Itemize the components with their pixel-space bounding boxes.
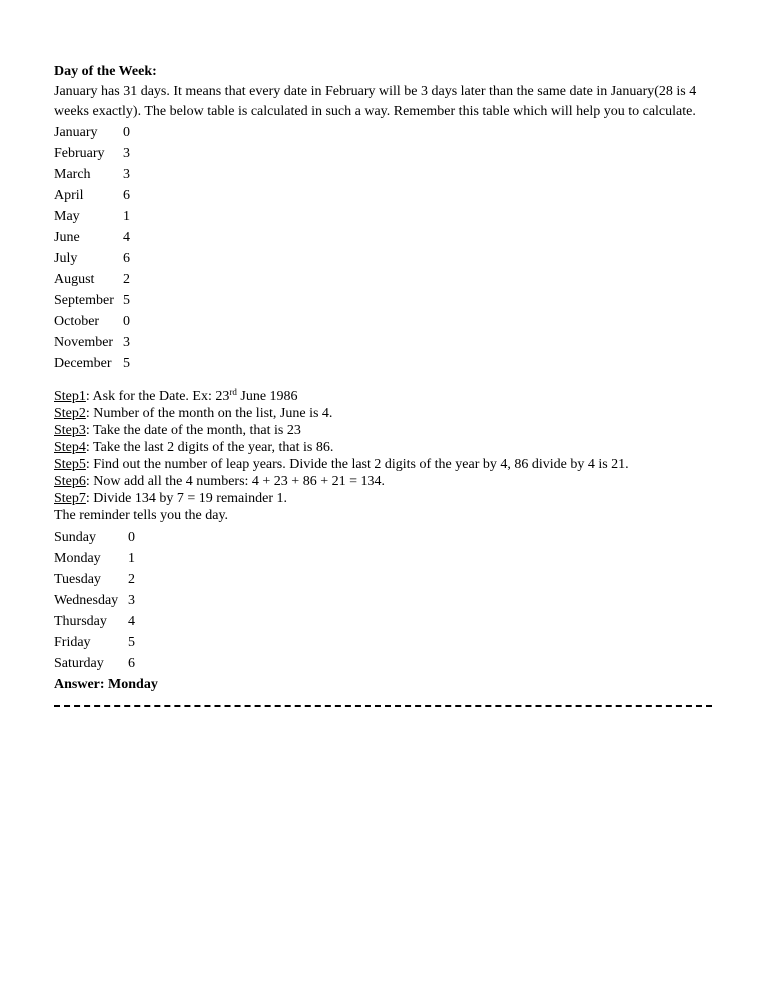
reminder-text: The reminder tells you the day. — [54, 508, 229, 523]
month-value: 6 — [123, 251, 130, 266]
month-value: 4 — [123, 230, 130, 245]
day-value: 0 — [128, 530, 135, 545]
day-value: 4 — [128, 614, 135, 629]
day-row — [54, 611, 714, 632]
answer-text: Answer: Monday — [54, 677, 158, 692]
day-value: 5 — [128, 635, 135, 650]
month-name: August — [54, 272, 95, 287]
month-value: 3 — [123, 335, 130, 350]
steps-list — [54, 388, 714, 507]
month-row — [54, 164, 714, 185]
day-row — [54, 569, 714, 590]
month-name: January — [54, 125, 98, 140]
month-value: 3 — [123, 167, 130, 182]
month-name: March — [54, 167, 91, 182]
month-code-table — [54, 122, 714, 374]
step-line — [54, 473, 714, 490]
dashed-divider — [54, 705, 712, 707]
month-value: 3 — [123, 146, 130, 161]
day-name: Friday — [54, 635, 91, 650]
day-value: 1 — [128, 551, 135, 566]
day-name: Tuesday — [54, 572, 101, 587]
day-value: 2 — [128, 572, 135, 587]
month-name: May — [54, 209, 80, 224]
intro-paragraph: January has 31 days. It means that every date in February will be 3 days later than the same date in January(28 is 4 weeks exactly). The below table is calculated in such a way. Remember this table which will help you to calculate. — [54, 84, 697, 119]
step-text: : Find out the number of leap years. Divide the last 2 digits of the year by 4, 86 divide by 4 is 21. — [85, 457, 629, 472]
month-row — [54, 227, 714, 248]
day-name: Sunday — [54, 530, 96, 545]
day-row — [54, 548, 714, 569]
month-name: July — [54, 251, 78, 266]
month-row — [54, 143, 714, 164]
step-label: Step1 — [54, 389, 86, 404]
month-name: December — [54, 356, 112, 371]
month-value: 0 — [123, 314, 130, 329]
month-row — [54, 353, 714, 374]
month-name: September — [54, 293, 114, 308]
day-name: Saturday — [54, 656, 104, 671]
step-text: : Ask for the Date. Ex: 23 — [85, 389, 230, 404]
month-value: 5 — [123, 293, 130, 308]
step-text: : Now add all the 4 numbers: 4 + 23 + 86 + 21 = 134. — [85, 474, 385, 489]
month-row — [54, 269, 714, 290]
month-name: February — [54, 146, 105, 161]
step-line — [54, 490, 714, 507]
month-name: April — [54, 188, 84, 203]
step-label: Step7 — [54, 491, 86, 506]
day-row — [54, 653, 714, 674]
month-value: 5 — [123, 356, 130, 371]
step-text-suffix: June 1986 — [236, 389, 298, 404]
day-code-table — [54, 527, 714, 674]
day-row — [54, 527, 714, 548]
step-line — [54, 388, 714, 405]
step-line — [54, 422, 714, 439]
step-label: Step2 — [54, 406, 86, 421]
month-value: 6 — [123, 188, 130, 203]
step-label: Step4 — [54, 440, 86, 455]
day-row — [54, 590, 714, 611]
month-row — [54, 311, 714, 332]
day-name: Thursday — [54, 614, 107, 629]
month-row — [54, 122, 714, 143]
step-text: : Divide 134 by 7 = 19 remainder 1. — [85, 491, 288, 506]
day-row — [54, 632, 714, 653]
month-row — [54, 185, 714, 206]
step-label: Step5 — [54, 457, 86, 472]
month-name: November — [54, 335, 114, 350]
month-row — [54, 206, 714, 227]
month-row — [54, 332, 714, 353]
step-text: : Take the date of the month, that is 23 — [85, 423, 301, 438]
month-name: October — [54, 314, 100, 329]
month-row — [54, 248, 714, 269]
step-text: : Take the last 2 digits of the year, that is 86. — [85, 440, 334, 455]
month-value: 1 — [123, 209, 130, 224]
ordinal-superscript: rd — [229, 387, 237, 397]
day-value: 6 — [128, 656, 135, 671]
section-heading: Day of the Week: — [54, 64, 157, 79]
step-line — [54, 439, 714, 456]
step-text: : Number of the month on the list, June is 4. — [85, 406, 333, 421]
step-line — [54, 405, 714, 422]
day-name: Monday — [54, 551, 101, 566]
document-page — [54, 62, 714, 707]
month-row — [54, 290, 714, 311]
step-line — [54, 456, 714, 473]
day-value: 3 — [128, 593, 135, 608]
month-value: 0 — [123, 125, 130, 140]
month-value: 2 — [123, 272, 130, 287]
month-name: June — [54, 230, 80, 245]
step-label: Step3 — [54, 423, 86, 438]
step-label: Step6 — [54, 474, 86, 489]
day-name: Wednesday — [54, 593, 119, 608]
